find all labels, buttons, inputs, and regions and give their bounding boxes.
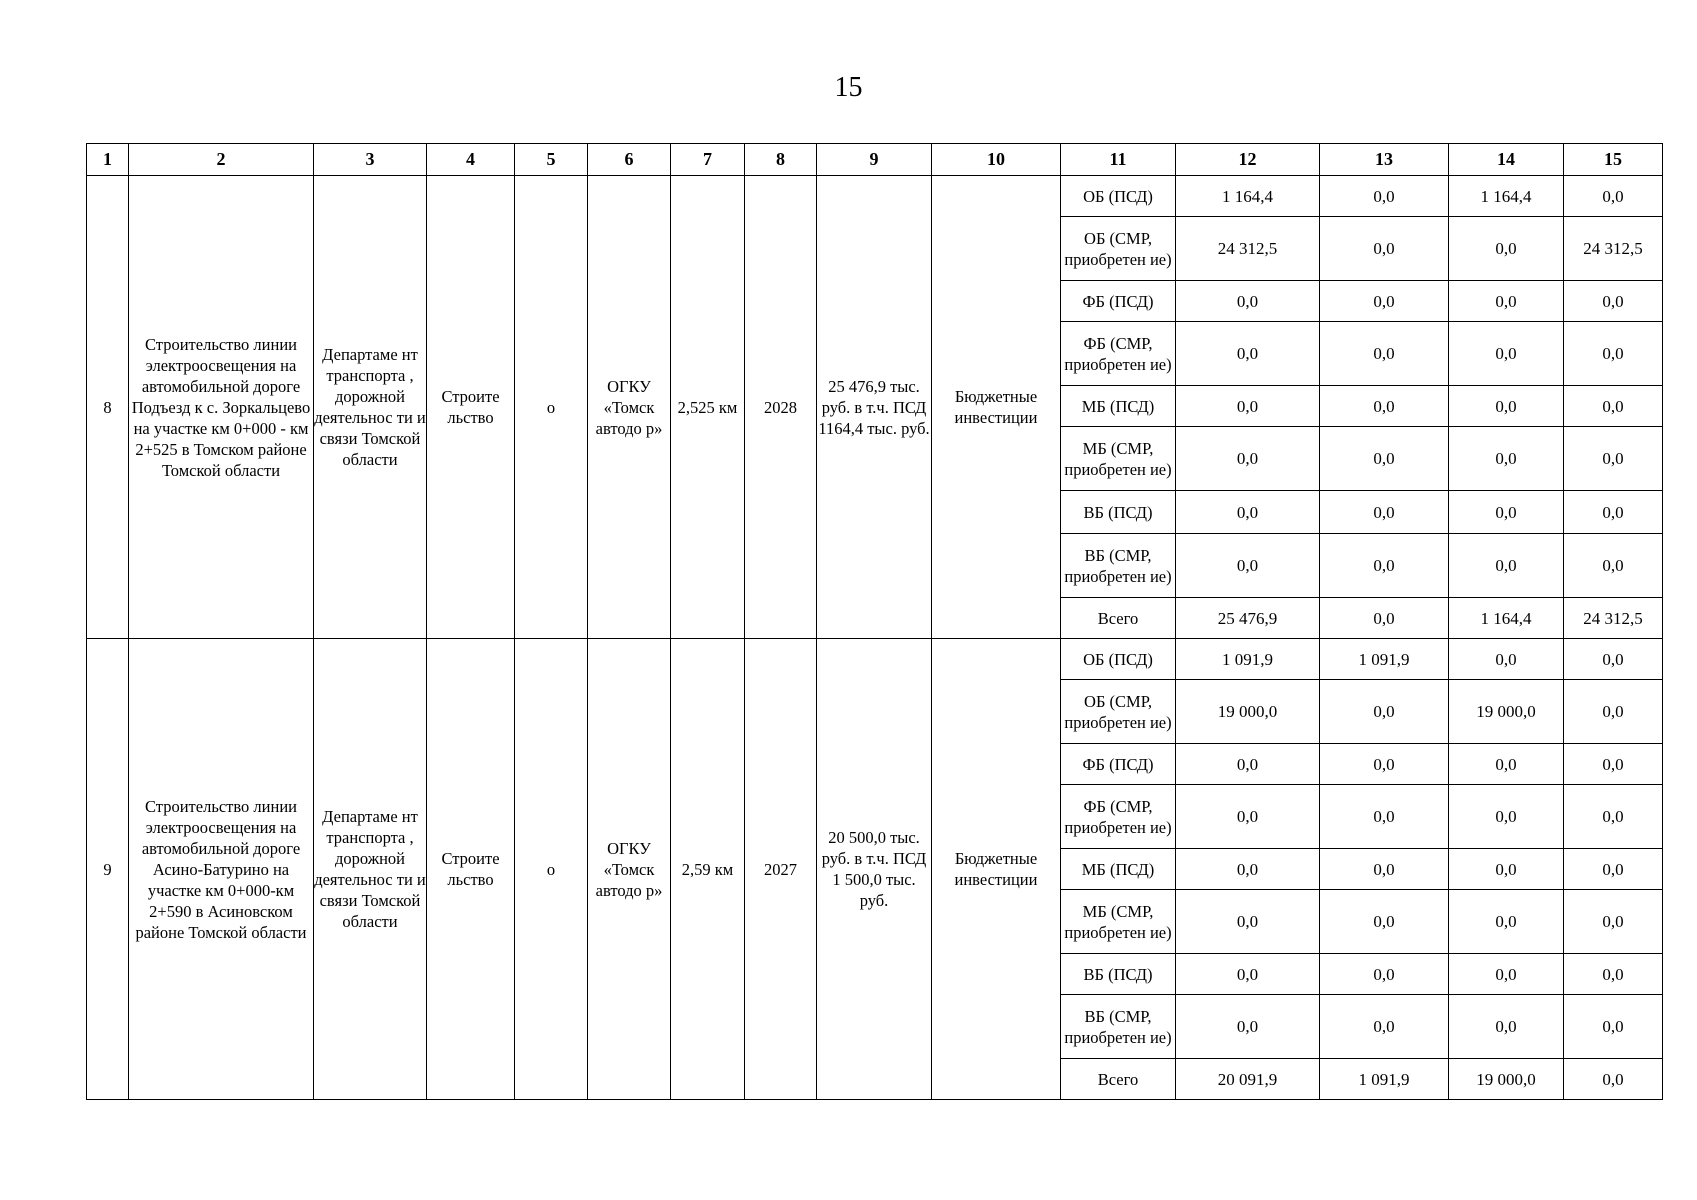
funding-source: ВБ (ПСД)	[1061, 954, 1176, 995]
amount-total: 1 164,4	[1176, 176, 1320, 217]
amount-col15: 0,0	[1564, 386, 1663, 427]
amount-col14: 0,0	[1449, 995, 1564, 1059]
funding-source: ОБ (СМР, приобретен ие)	[1061, 217, 1176, 281]
column-header: 1	[87, 144, 129, 176]
column-header: 10	[932, 144, 1061, 176]
amount-col13: 0,0	[1320, 890, 1449, 954]
amount-col13: 0,0	[1320, 176, 1449, 217]
responsible-department: Департаме нт транспорта , дорожной деятельнос ти и связи Томской области	[314, 639, 427, 1100]
column-header: 14	[1449, 144, 1564, 176]
page-number: 15	[834, 72, 863, 103]
amount-total: 0,0	[1176, 427, 1320, 491]
amount-col14: 1 164,4	[1449, 176, 1564, 217]
amount-col14: 0,0	[1449, 386, 1564, 427]
amount-col15: 0,0	[1564, 680, 1663, 744]
amount-col13: 0,0	[1320, 744, 1449, 785]
amount-total: 0,0	[1176, 534, 1320, 598]
amount-col14: 0,0	[1449, 217, 1564, 281]
amount-col14: 1 164,4	[1449, 598, 1564, 639]
column-header: 3	[314, 144, 427, 176]
ownership-form: о	[515, 176, 588, 639]
funding-source: Всего	[1061, 1059, 1176, 1100]
amount-total: 20 091,9	[1176, 1059, 1320, 1100]
amount-total: 0,0	[1176, 744, 1320, 785]
amount-col15: 24 312,5	[1564, 217, 1663, 281]
amount-col14: 0,0	[1449, 322, 1564, 386]
amount-col13: 0,0	[1320, 598, 1449, 639]
funding-form: Бюджетные инвестиции	[932, 176, 1061, 639]
funding-source: ВБ (ПСД)	[1061, 491, 1176, 534]
amount-col13: 0,0	[1320, 427, 1449, 491]
amount-col14: 0,0	[1449, 954, 1564, 995]
column-header: 13	[1320, 144, 1449, 176]
amount-col13: 0,0	[1320, 954, 1449, 995]
object-name: Строительство линии электроосвещения на автомобильной дороге Подъезд к с. Зоркальцево на участке км 0+000 - км 2+525 в Томском районе Томской области	[129, 176, 314, 639]
amount-col13: 0,0	[1320, 995, 1449, 1059]
amount-col15: 0,0	[1564, 744, 1663, 785]
amount-col15: 0,0	[1564, 1059, 1663, 1100]
amount-col15: 0,0	[1564, 281, 1663, 322]
amount-col15: 0,0	[1564, 491, 1663, 534]
funding-source: ФБ (СМР, приобретен ие)	[1061, 785, 1176, 849]
column-header: 8	[745, 144, 817, 176]
amount-col15: 0,0	[1564, 890, 1663, 954]
amount-total: 0,0	[1176, 281, 1320, 322]
amount-col14: 0,0	[1449, 744, 1564, 785]
amount-total: 0,0	[1176, 995, 1320, 1059]
amount-col14: 0,0	[1449, 785, 1564, 849]
column-header: 5	[515, 144, 588, 176]
amount-col13: 0,0	[1320, 217, 1449, 281]
amount-col14: 0,0	[1449, 849, 1564, 890]
completion-year: 2028	[745, 176, 817, 639]
funding-source: ОБ (ПСД)	[1061, 639, 1176, 680]
amount-col13: 0,0	[1320, 680, 1449, 744]
funding-source: МБ (ПСД)	[1061, 386, 1176, 427]
amount-col15: 0,0	[1564, 785, 1663, 849]
funding-form: Бюджетные инвестиции	[932, 639, 1061, 1100]
funding-source: МБ (СМР, приобретен ие)	[1061, 890, 1176, 954]
customer-agency: ОГКУ «Томск автодо р»	[588, 176, 671, 639]
amount-total: 0,0	[1176, 491, 1320, 534]
work-type: Строите льство	[427, 639, 515, 1100]
funding-source: ФБ (ПСД)	[1061, 281, 1176, 322]
funding-source: ОБ (СМР, приобретен ие)	[1061, 680, 1176, 744]
work-type: Строите льство	[427, 176, 515, 639]
column-header: 6	[588, 144, 671, 176]
amount-col15: 0,0	[1564, 176, 1663, 217]
amount-col15: 0,0	[1564, 954, 1663, 995]
amount-col13: 0,0	[1320, 849, 1449, 890]
column-header: 4	[427, 144, 515, 176]
column-header: 11	[1061, 144, 1176, 176]
amount-col13: 0,0	[1320, 386, 1449, 427]
funding-source: ВБ (СМР, приобретен ие)	[1061, 534, 1176, 598]
object-name: Строительство линии электроосвещения на автомобильной дороге Асино-Батурино на участке км 0+000-км 2+590 в Асиновском районе Томской области	[129, 639, 314, 1100]
estimated-cost: 20 500,0 тыс. руб. в т.ч. ПСД 1 500,0 тыс. руб.	[817, 639, 932, 1100]
amount-total: 1 091,9	[1176, 639, 1320, 680]
amount-col13: 1 091,9	[1320, 639, 1449, 680]
amount-col13: 0,0	[1320, 491, 1449, 534]
amount-col15: 0,0	[1564, 849, 1663, 890]
object-length: 2,59 км	[671, 639, 745, 1100]
amount-col15: 0,0	[1564, 427, 1663, 491]
column-header: 2	[129, 144, 314, 176]
amount-col14: 19 000,0	[1449, 680, 1564, 744]
column-header-row	[87, 144, 1663, 176]
column-header: 9	[817, 144, 932, 176]
entry-number: 8	[87, 176, 129, 639]
investment-table	[86, 143, 1663, 1100]
funding-source: ФБ (ПСД)	[1061, 744, 1176, 785]
amount-col14: 0,0	[1449, 639, 1564, 680]
amount-col15: 0,0	[1564, 639, 1663, 680]
funding-source: Всего	[1061, 598, 1176, 639]
amount-total: 0,0	[1176, 322, 1320, 386]
funding-source: ОБ (ПСД)	[1061, 176, 1176, 217]
amount-col13: 1 091,9	[1320, 1059, 1449, 1100]
ownership-form: о	[515, 639, 588, 1100]
completion-year: 2027	[745, 639, 817, 1100]
estimated-cost: 25 476,9 тыс. руб. в т.ч. ПСД 1164,4 тыс. руб.	[817, 176, 932, 639]
amount-total: 0,0	[1176, 386, 1320, 427]
funding-source: ВБ (СМР, приобретен ие)	[1061, 995, 1176, 1059]
amount-col13: 0,0	[1320, 785, 1449, 849]
amount-col15: 0,0	[1564, 995, 1663, 1059]
amount-total: 25 476,9	[1176, 598, 1320, 639]
funding-source: МБ (ПСД)	[1061, 849, 1176, 890]
object-length: 2,525 км	[671, 176, 745, 639]
amount-col14: 0,0	[1449, 890, 1564, 954]
entry-number: 9	[87, 639, 129, 1100]
amount-col14: 0,0	[1449, 281, 1564, 322]
amount-col15: 24 312,5	[1564, 598, 1663, 639]
amount-col13: 0,0	[1320, 281, 1449, 322]
customer-agency: ОГКУ «Томск автодо р»	[588, 639, 671, 1100]
amount-col14: 0,0	[1449, 534, 1564, 598]
amount-total: 0,0	[1176, 849, 1320, 890]
amount-total: 24 312,5	[1176, 217, 1320, 281]
amount-total: 0,0	[1176, 785, 1320, 849]
amount-total: 0,0	[1176, 890, 1320, 954]
funding-source: ФБ (СМР, приобретен ие)	[1061, 322, 1176, 386]
amount-col14: 0,0	[1449, 491, 1564, 534]
amount-col15: 0,0	[1564, 322, 1663, 386]
column-header: 15	[1564, 144, 1663, 176]
responsible-department: Департаме нт транспорта , дорожной деятельнос ти и связи Томской области	[314, 176, 427, 639]
amount-col14: 0,0	[1449, 427, 1564, 491]
table-row	[87, 639, 1663, 680]
amount-col14: 19 000,0	[1449, 1059, 1564, 1100]
amount-col13: 0,0	[1320, 534, 1449, 598]
amount-col15: 0,0	[1564, 534, 1663, 598]
column-header: 7	[671, 144, 745, 176]
column-header: 12	[1176, 144, 1320, 176]
table-row	[87, 176, 1663, 217]
amount-col13: 0,0	[1320, 322, 1449, 386]
amount-total: 0,0	[1176, 954, 1320, 995]
amount-total: 19 000,0	[1176, 680, 1320, 744]
funding-source: МБ (СМР, приобретен ие)	[1061, 427, 1176, 491]
